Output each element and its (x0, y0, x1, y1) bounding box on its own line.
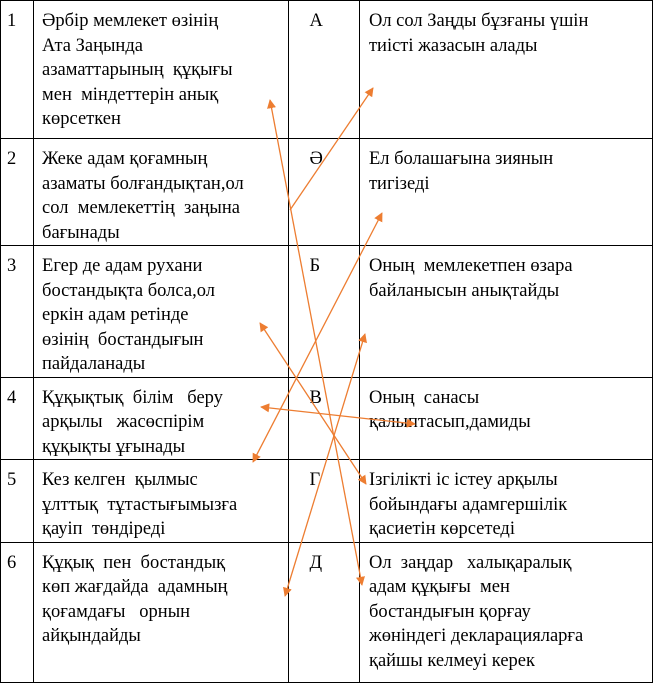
option-cell: Оның мемлекетпен өзара байланысын анықтайды (359, 246, 652, 378)
statement-cell: Егер де адам рухани бостандықта болса,ол еркін адам ретінде өзінің бостандығын пайдаланады (34, 246, 289, 378)
row-number: 5 (1, 460, 34, 543)
statement-cell: Құқық пен бостандық көп жағдайда адамның қоғамдағы орнын айқындайды (34, 542, 289, 682)
option-cell: Ел болашағына зиянын тигізеді (359, 139, 652, 246)
statement-cell: Әрбір мемлекет өзінің Ата Заңында азаматтарының құқығы мен міндеттерін анық көрсеткен (34, 1, 289, 139)
option-letter: Ә (289, 139, 359, 246)
row-number: 1 (1, 1, 34, 139)
statement-cell: Кез келген қылмыс ұлттық тұтастығымызға қауіп төндіреді (34, 460, 289, 543)
option-letter: В (289, 377, 359, 460)
option-letter: Г (289, 460, 359, 543)
option-cell: Ол сол Заңды бұзғаны үшін тиісті жазасын алады (359, 1, 652, 139)
row-number: 3 (1, 246, 34, 378)
row-number: 6 (1, 542, 34, 682)
row-number: 2 (1, 139, 34, 246)
option-letter: Б (289, 246, 359, 378)
option-letter: А (289, 1, 359, 139)
option-cell: Оның санасы қалыптасып,дамиды (359, 377, 652, 460)
statement-cell: Жеке адам қоғамның азаматы болғандықтан,ол сол мемлекеттің заңына бағынады (34, 139, 289, 246)
option-cell: Ізгілікті іс істеу арқылы бойындағы адамгершілік қасиетін көрсетеді (359, 460, 652, 543)
arrow-line (290, 88, 373, 210)
arrow-line (253, 213, 382, 462)
option-cell: Ол заңдар халықаралық адам құқығы мен бостандығын қорғау жөніндегі декларацияларға қайшы келмеуі керек (359, 542, 652, 682)
option-letter: Д (289, 542, 359, 682)
statement-cell: Құқықтық білім беру арқылы жасөспірім құқықты ұғынады (34, 377, 289, 460)
row-number: 4 (1, 377, 34, 460)
